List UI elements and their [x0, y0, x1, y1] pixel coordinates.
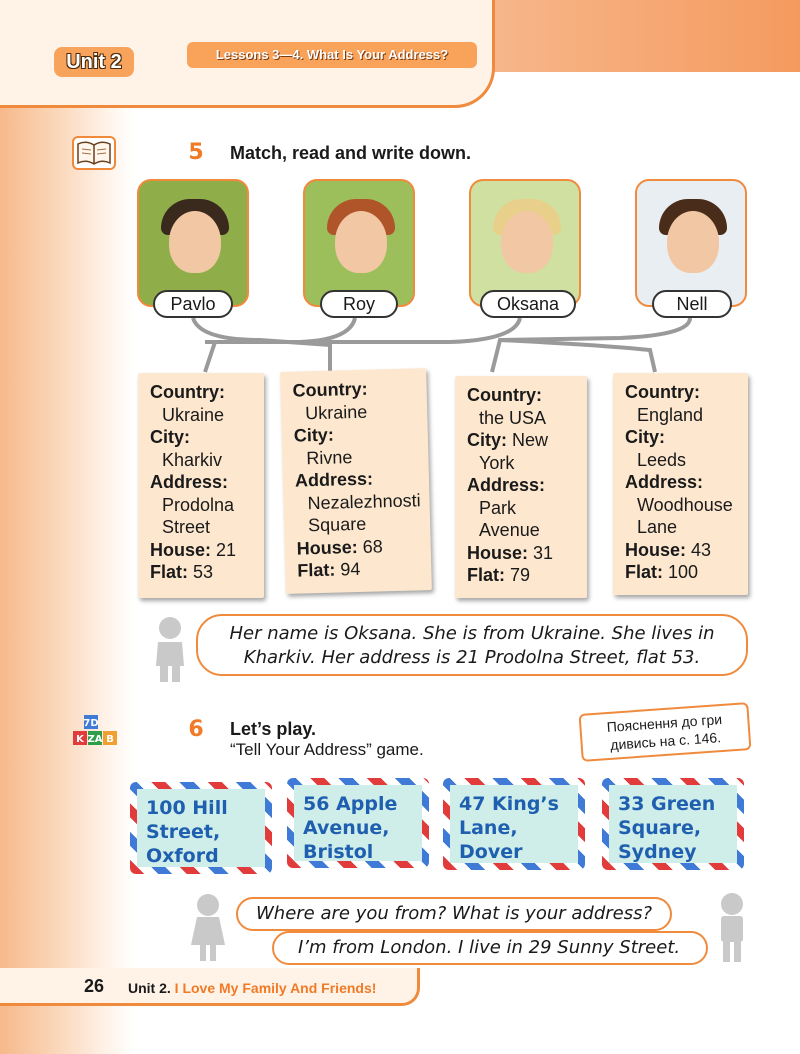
envelope-line: Lane, — [459, 817, 518, 839]
envelope-4 — [602, 778, 744, 870]
envelope-address-3 — [459, 792, 575, 864]
dialog-question-bubble: Where are you from? What is your address? — [236, 897, 672, 931]
match-line-extra — [500, 340, 655, 372]
task-5-number: 5 — [188, 140, 204, 165]
card-label-house: House: — [625, 539, 687, 560]
task-5-title: Match, read and write down. — [230, 143, 472, 163]
boy-silhouette-icon — [714, 892, 750, 964]
card-address-line2: Avenue — [479, 520, 540, 540]
match-line-roy — [205, 318, 355, 372]
card-label-country: Country: — [467, 385, 542, 405]
card-address-line2: Lane — [637, 517, 678, 537]
footer-unit-name: I Love My Family And Friends! — [174, 980, 377, 996]
game-note-line-1: Пояснення до гри — [606, 711, 723, 736]
task-6-subtitle: “Tell Your Address” game. — [230, 740, 424, 759]
address-card-1 — [138, 373, 264, 598]
game-note-line-2: дивись на с. 146. — [609, 729, 722, 753]
footer-unit-prefix: Unit 2. — [128, 980, 171, 996]
card-label-flat: Flat: — [467, 565, 505, 585]
card-label-address: Address: — [294, 468, 374, 491]
card-country: Ukraine — [304, 401, 368, 423]
card-label-house: House: — [150, 539, 212, 560]
card-label-city: City: — [150, 427, 190, 447]
envelope-line: Oxford — [146, 845, 219, 867]
page-number: 26 — [84, 976, 105, 996]
letter-blocks-icon — [72, 714, 118, 748]
card-label-country: Country: — [625, 382, 700, 402]
envelope-line: Bristol — [303, 841, 374, 863]
card-label-city: City: — [467, 430, 507, 450]
envelope-address-1 — [146, 796, 262, 868]
footer-unit-title — [128, 980, 376, 996]
card-label-address: Address: — [150, 472, 229, 492]
girl-silhouette-icon — [188, 893, 228, 963]
girl-silhouette-icon — [150, 616, 190, 684]
svg-text:7D: 7D — [83, 718, 99, 729]
matching-lines — [0, 0, 800, 400]
svg-text:B: B — [106, 734, 114, 745]
envelope-line: Square, — [618, 817, 702, 839]
card-house: 68 — [362, 535, 384, 557]
card-label-city: City: — [293, 424, 335, 446]
envelope-line: Sydney — [618, 841, 697, 863]
envelope-line: Avenue, — [303, 817, 390, 839]
envelope-3 — [443, 778, 585, 870]
card-address-line1: Prodolna — [162, 494, 235, 515]
name-tag-nell: Nell — [652, 290, 732, 318]
address-card-2 — [280, 368, 432, 594]
card-house: 21 — [216, 539, 237, 560]
card-label-address: Address: — [467, 475, 546, 495]
envelope-2 — [287, 778, 429, 868]
dialog-answer-bubble: I’m from London. I live in 29 Sunny Street. — [272, 931, 708, 965]
envelope-line: 100 Hill — [146, 797, 228, 819]
card-label-country: Country: — [150, 382, 225, 402]
envelope-address-4 — [618, 792, 734, 864]
card-label-city: City: — [625, 427, 665, 447]
card-city: Leeds — [637, 449, 687, 470]
envelope-line: Street, — [146, 821, 221, 843]
card-flat: 94 — [340, 558, 361, 580]
address-card-3 — [455, 376, 587, 598]
card-label-flat: Flat: — [297, 559, 336, 581]
unit-label: Unit 2 — [54, 47, 134, 77]
card-label-house: House: — [467, 542, 529, 563]
card-flat: 79 — [510, 565, 531, 585]
card-city-line1: New — [512, 430, 549, 450]
card-country: Ukraine — [162, 404, 225, 425]
envelope-address-2 — [303, 792, 419, 864]
task-6-number: 6 — [188, 717, 204, 742]
card-country: England — [637, 404, 704, 425]
card-address-line1: Nezalezhnosti — [307, 489, 421, 513]
card-flat: 100 — [668, 562, 699, 582]
envelope-1 — [130, 782, 272, 874]
game-note — [579, 702, 752, 762]
svg-text:K: K — [76, 734, 84, 745]
name-tag-oksana: Oksana — [480, 290, 576, 318]
example-line-2: Kharkiv. Her address is 21 Prodolna Street, flat 53. — [243, 647, 701, 668]
card-address-line2: Square — [307, 513, 367, 536]
card-house: 31 — [533, 542, 554, 563]
envelope-line: 56 Apple — [303, 793, 398, 815]
card-label-country: Country: — [292, 378, 368, 401]
task-6-title: Let’s play. — [230, 719, 317, 739]
lesson-title: Lessons 3—4. What Is Your Address? — [187, 42, 477, 68]
name-tag-roy: Roy — [320, 290, 398, 318]
example-speech-bubble — [196, 614, 748, 676]
card-city: Rivne — [306, 446, 353, 468]
card-country: the USA — [479, 407, 547, 428]
name-tag-pavlo: Pavlo — [153, 290, 233, 318]
card-label-flat: Flat: — [625, 562, 663, 582]
address-card-4 — [613, 373, 748, 595]
example-line-1: Her name is Oksana. She is from Ukraine. She lives in — [229, 623, 715, 644]
envelope-line: 47 King’s — [459, 793, 559, 815]
svg-text:ZA: ZA — [87, 734, 103, 745]
card-city-line2: York — [479, 452, 515, 473]
envelope-line: 33 Green — [618, 793, 716, 815]
card-house: 43 — [691, 539, 712, 560]
card-address-line2: Street — [162, 517, 211, 537]
card-city: Kharkiv — [162, 449, 223, 470]
card-label-address: Address: — [625, 472, 704, 492]
card-address-line1: Park — [479, 497, 517, 518]
card-address-line1: Woodhouse — [637, 494, 733, 515]
envelope-line: Dover — [459, 841, 523, 863]
card-label-flat: Flat: — [150, 562, 188, 582]
card-label-house: House: — [296, 536, 358, 559]
card-flat: 53 — [193, 562, 214, 582]
